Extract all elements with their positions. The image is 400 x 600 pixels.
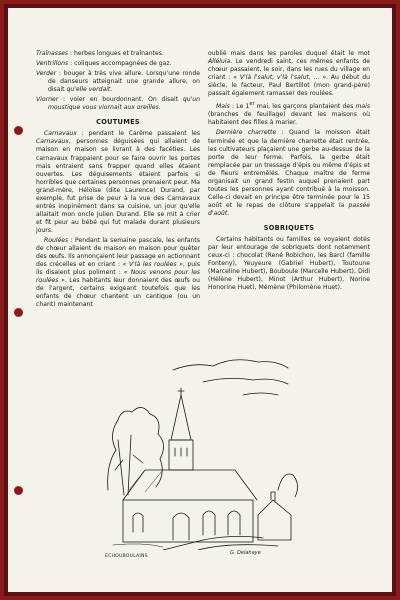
cloud-lines bbox=[203, 378, 288, 384]
church-roof bbox=[123, 470, 257, 500]
cloud-lines bbox=[173, 360, 288, 370]
charrette-paragraph: Dernière charrette : Quand la moisson était terminée et que la dernière charrette était rentrée, les cultivateurs plaçaient une gerbe au-dessus de la porte de leur ferme. Parfois, la gerbe était remplacée par un tressage d'épis ou même d'épis et de fleurs entremêlés. Chaque maître de ferme organisait un grand festin auquel prenaient part toutes les personnes ayant contribué à la moisson. Celle-ci devait en principe être terminée pour le 15 août et le repas de clôture s'appelait la passée d'août. bbox=[208, 129, 370, 217]
glossary-entry: Verder : bouger à très vive allure. Lorsqu'une ronde de danseurs atteignait une grande allure, on disait qu'elle verdait. bbox=[36, 70, 200, 94]
church-windows bbox=[203, 511, 240, 535]
sobriquets-paragraph: Certains habitants ou familles se voyaient dotés par leur entourage de sobriquets dont notamment ceux-ci : chocolat (René Robichon, les Barcl (famille Fonteny), Yeuyeure (Gabriel Hubert), Toutoune (Marceline Hubert), Bouboule (Marcelle Hubert), Didi (Hélène Hubert), Minot (Arthur Hubert), Norine Honorine Huet), Mémène (Philomène Huet). bbox=[208, 236, 370, 292]
glossary-entry: Viorner : voler en bourdonnant. On disait qu'un moustique vous viornait aux oreilles. bbox=[36, 96, 200, 112]
right-column bbox=[208, 50, 370, 294]
road bbox=[163, 536, 263, 550]
house-right bbox=[258, 500, 291, 540]
illustration-caption: ÉCHOUBOULAINS bbox=[105, 554, 148, 559]
coutumes-heading: COUTUMES bbox=[96, 118, 140, 127]
tree-right bbox=[278, 474, 298, 497]
carnavaux-paragraph: Carnavaux : pendant le Carême passaient les Carnavaux, personnes déguisées qui allaient de maison en maison se livrant à des facéties. Les carnavaux frappaient pour se faire ouvrir les portes mais entraient sans frapper quand elles étaient ouvertes. Les déguisements étaient parfois si horribles que certaines personnes prenaient peur. Ma grand-mère, Héloïse (dite Laurence) Durand, par exemple, fut prise de peur à la vue des Carnavaux entrés inopinément dans sa cuisine, un jour qu'elle allaitait mon oncle Julien Durand. Elle se mit à crier et fit peur au bébé qui fut malade durant plusieurs jours. bbox=[36, 130, 200, 234]
cloud-lines bbox=[243, 393, 278, 395]
glossary-entry: Traînasses : herbes longues et traînantes. bbox=[36, 50, 164, 57]
sobriquets-heading: SOBRIQUETS bbox=[263, 223, 315, 232]
document-page bbox=[8, 8, 392, 592]
mais-paragraph: Mais : Le 1er mai, les garçons plantaient des mais (branches de feuillage) devant les maisons où habitaient des filles à marier. bbox=[208, 101, 370, 127]
tree-left bbox=[108, 407, 164, 490]
church-door bbox=[173, 513, 189, 540]
glossary-entry: Ventrillons : coliques accompagnées de gaz. bbox=[36, 60, 172, 68]
cross-icon bbox=[178, 388, 184, 396]
church-nave bbox=[123, 500, 253, 542]
left-column bbox=[36, 50, 200, 311]
roulees-paragraph: Roulées : Pendant la semaine pascale, les enfants de chœur allaient de maison en maison pour quêter des œufs. Ils annonçaient leur passage en actionnant des crécelles et en criant : « V'là les roulées », puis ils disaient plus poliment : « Nous venons pour les roulées ». Les habitants leur donnaient des œufs ou de l'argent, certains exigeant toutefois que les enfants de chœur chantent un cantique (ou un chant) maintenant bbox=[36, 236, 200, 309]
alleluia-paragraph: oublié mais dans les paroles duquel était le mot Alléluia. Le vendredi saint, ces mêmes enfants de chœur passaient, le soir, dans les rues du village en criant : « V'là l'salut, v'là l'salut, ... ». Au début du siècle, le facteur, Paul Bertillot (mon grand-père) passait également ramasser des roulées. bbox=[208, 50, 370, 98]
steeple bbox=[171, 395, 191, 440]
church-illustration bbox=[103, 340, 303, 550]
tree-branches bbox=[115, 435, 143, 495]
artist-signature: G. Delahaye bbox=[230, 550, 261, 556]
